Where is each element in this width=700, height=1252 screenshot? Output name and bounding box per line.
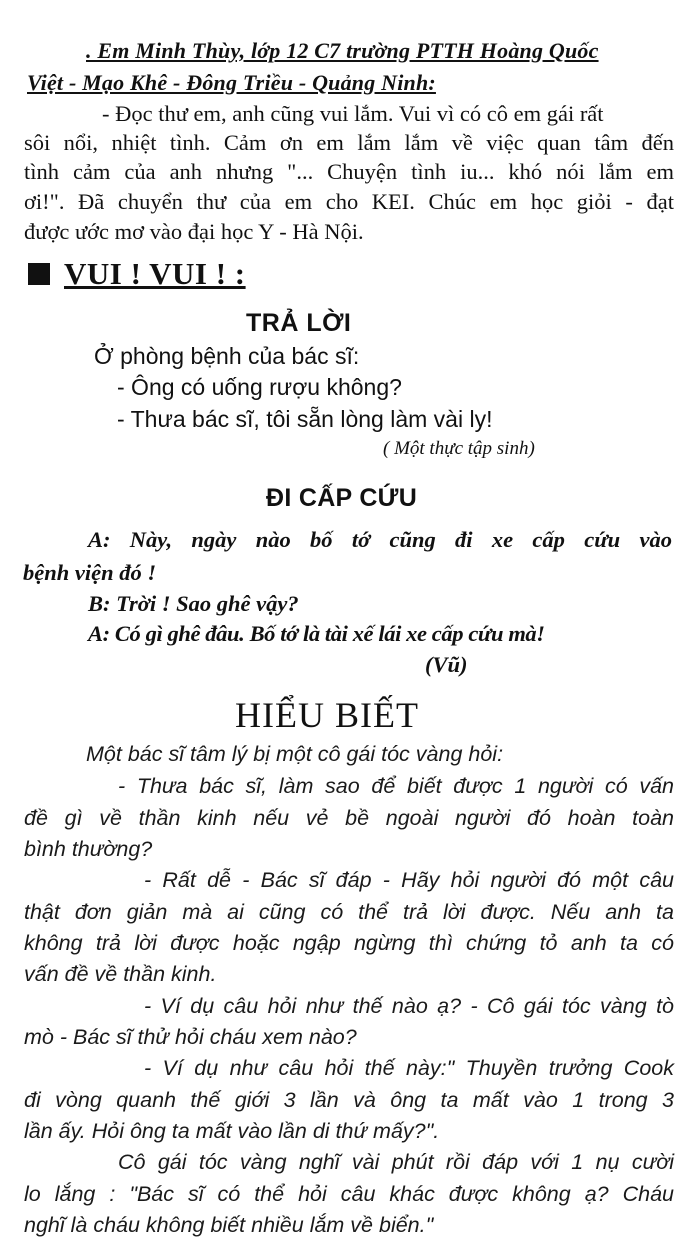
letter-heading-line-1: . Em Minh Thùy, lớp 12 C7 trường PTTH Hoàng Quốc [86, 38, 599, 63]
story-2-credit: (Vũ) [425, 652, 468, 677]
story-2-line-4: A: Có gì ghê đâu. Bố tớ là tài xế lái xe cấp cứu mà! [88, 621, 545, 646]
story-1-credit: ( Một thực tập sinh) [383, 438, 535, 459]
story-3-line-14: Cô gái tóc vàng nghĩ vài phút rồi đáp với 1 nụ cười [118, 1150, 674, 1174]
story-2-line-2: bệnh viện đó ! [23, 560, 157, 585]
story-3-line-2: - Thưa bác sĩ, làm sao để biết được 1 người có vấn [118, 774, 674, 798]
story-3-line-7: không trả lời được hoặc ngập ngừng thì chứng tỏ anh ta có [24, 931, 674, 955]
letter-body-line-5: được ước mơ vào đại học Y - Hà Nội. [24, 219, 364, 244]
story-3-line-10: mò - Bác sĩ thử hỏi cháu xem nào? [24, 1025, 357, 1049]
story-3-line-16: nghĩ là cháu không biết nhiều lắm về biển." [24, 1213, 434, 1237]
story-3-line-5: - Rất dễ - Bác sĩ đáp - Hãy hỏi người đó một câu [144, 868, 674, 892]
story-1-line-3: - Thưa bác sĩ, tôi sẵn lòng làm vài ly! [117, 406, 493, 432]
section-heading [28, 256, 246, 292]
section-title: VUI ! VUI ! : [64, 256, 246, 291]
story-3-line-9: - Ví dụ câu hỏi như thế nào ạ? - Cô gái tóc vàng tò [144, 994, 674, 1018]
letter-body-line-4: ơi!". Đã chuyển thư của em cho KEI. Chúc em học giỏi - đạt [24, 189, 674, 214]
story-1-line-1: Ở phòng bệnh của bác sĩ: [94, 343, 360, 369]
story-1-line-2: - Ông có uống rượu không? [117, 374, 402, 400]
square-bullet-icon [28, 263, 50, 285]
story-3-title: HIỂU BIẾT [235, 695, 419, 735]
story-3-line-4: bình thường? [24, 837, 153, 861]
story-3-line-11: - Ví dụ như câu hỏi thế này:" Thuyền trưởng Cook [144, 1056, 674, 1080]
story-2-title: ĐI CẤP CỨU [266, 484, 418, 512]
story-3-line-12: đi vòng quanh thế giới 3 lần và ông ta mất vào 1 trong 3 [24, 1088, 674, 1112]
story-3-line-3: đề gì về thần kinh nếu vẻ bề ngoài người đó hoàn toàn [24, 806, 674, 830]
story-3-line-13: lần ấy. Hỏi ông ta mất vào lần di thứ mấy?". [24, 1119, 440, 1143]
letter-body-line-1: - Đọc thư em, anh cũng vui lắm. Vui vì có cô em gái rất [102, 101, 604, 126]
letter-body-line-2: sôi nổi, nhiệt tình. Cảm ơn em lắm lắm về việc quan tâm đến [24, 130, 674, 155]
story-1-title: TRẢ LỜI [246, 309, 352, 337]
story-3-line-8: vấn đề về thần kinh. [24, 962, 217, 986]
story-3-line-15: lo lắng : "Bác sĩ có thể hỏi câu khác được không ạ? Cháu [24, 1182, 674, 1206]
story-3-line-6: thật đơn giản mà ai cũng có thể trả lời được. Nếu anh ta [24, 900, 674, 924]
story-2-line-3: B: Trời ! Sao ghê vậy? [88, 591, 299, 616]
letter-heading-line-2: Việt - Mạo Khê - Đông Triều - Quảng Ninh: [27, 70, 436, 95]
story-3-line-1: Một bác sĩ tâm lý bị một cô gái tóc vàng hỏi: [86, 742, 504, 766]
story-2-line-1: A: Này, ngày nào bố tớ cũng đi xe cấp cứu vào [88, 527, 672, 552]
letter-body-line-3: tình cảm của anh nhưng "... Chuyện tình iu... khó nói lắm em [24, 159, 674, 184]
